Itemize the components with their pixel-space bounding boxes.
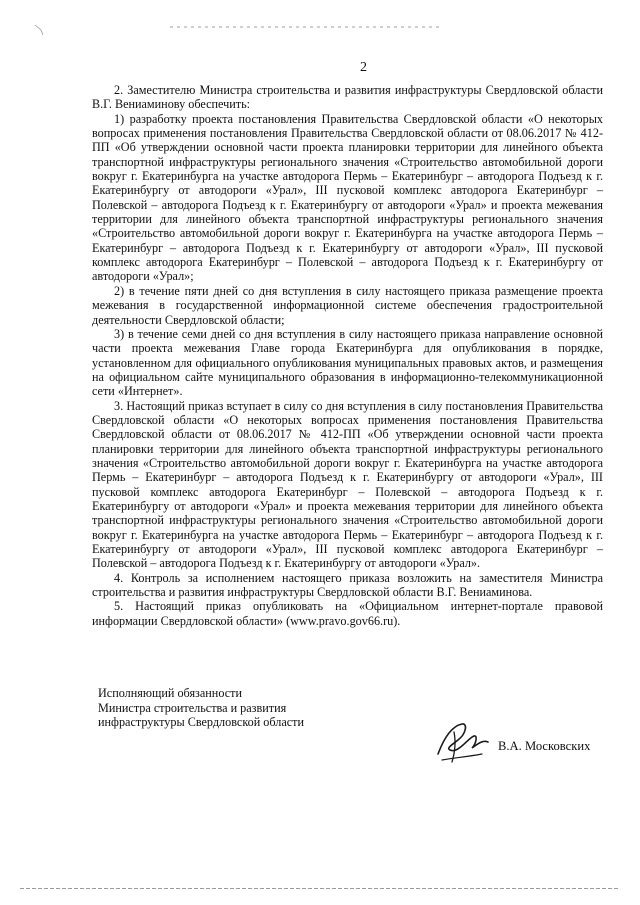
signature-position-line: инфраструктуры Свердловской области [98, 715, 305, 730]
signature-position-line: Министра строительства и развития [98, 700, 287, 715]
handwritten-signature [432, 718, 494, 766]
paragraph-4: 4. Контроль за исполнением настоящего приказа возложить на заместителя Министра строительства и развития инфраструктуры Свердловской области В.Г. Вениаминова. [92, 570, 603, 600]
paragraph-2-1: 1) разработку проекта постановления Правительства Свердловской области «О некоторых вопросах применения постановления Правительства Свердловской области от 08.06.2017 № 412-ПП «Об утверждении основной части проекта планировки территории для линейного объекта транспортной инфраструктуры регионального значения «Строительство автомобильной дороги вокруг г. Екатеринбурга на участке автодорога Пермь – Екатеринбург – автодорога Подъезд к г. Екатеринбургу от автодороги «Урал», III пусковой комплекс автодорога Екатеринбург – Полевской – автодорога Подъезд к г. Екатеринбургу от автодороги «Урал» и проекта межевания территории для линейного объекта транспортной инфраструктуры регионального значения «Строительство автомобильной дороги вокруг г. Екатеринбурга на участке автодорога Пермь – Екатеринбург – автодорога Подъезд к г. Екатеринбургу от автодороги «Урал», III пусковой комплекс автодорога Екатеринбург – Полевской – автодорога Подъезд к г. Екатеринбургу от автодороги «Урал»; [92, 111, 603, 284]
scan-artifact-top [170, 26, 440, 28]
scan-artifact-corner [34, 24, 46, 36]
paragraph-5: 5. Настоящий приказ опубликовать на «Официальном интернет-портале правовой информации Свердловской области» (www.pravo.gov66.ru). [92, 599, 603, 628]
paragraph-2: 2. Заместителю Министра строительства и развития инфраструктуры Свердловской области В.Г. Вениаминову обеспечить: [92, 83, 603, 112]
document-body [92, 83, 603, 628]
paragraph-3: 3. Настоящий приказ вступает в силу со дня вступления в силу постановления Правительства Свердловской области «О некоторых вопросах применения постановления Правительства Свердловской области от 08.06.2017 № 412-ПП «Об утверждении основной части проекта планировки территории для линейного объекта транспортной инфраструктуры регионального значения «Строительство автомобильной дороги вокруг г. Екатеринбурга на участке автодорога Пермь – Екатеринбург – автодорога Подъезд к г. Екатеринбургу от автодороги «Урал», III пусковой комплекс автодорога Екатеринбург – Полевской – автодорога Подъезд к г. Екатеринбургу от автодороги «Урал» и проекта межевания территории для линейного объекта транспортной инфраструктуры регионального значения «Строительство автомобильной дороги вокруг г. Екатеринбурга на участке автодорога Пермь – Екатеринбург – автодорога Подъезд к г. Екатеринбургу от автодороги «Урал», III пусковой комплекс автодорога Екатеринбург – Полевской – автодорога Подъезд к г. Екатеринбургу от автодороги «Урал». [92, 398, 603, 571]
signatory-name: В.А. Московских [498, 739, 591, 753]
paragraph-2-2: 2) в течение пяти дней со дня вступления в силу настоящего приказа размещение проекта межевания в государственной информационной системе обеспечения градостроительной деятельности Свердловской области; [92, 283, 603, 327]
paragraph-2-3: 3) в течение семи дней со дня вступления в силу настоящего приказа направление основной части проекта межевания Главе города Екатеринбурга для опубликования в порядке, установленном для официального опубликования муниципальных правовых актов, и размещения на официальном сайте муниципального образования в информационно-телекоммуникационной сети «Интернет». [92, 326, 603, 399]
scan-artifact-bottom [20, 888, 620, 889]
signature-position-line: Исполняющий обязанности [98, 686, 242, 700]
page-number: 2 [360, 60, 367, 75]
signature-position [98, 686, 304, 730]
